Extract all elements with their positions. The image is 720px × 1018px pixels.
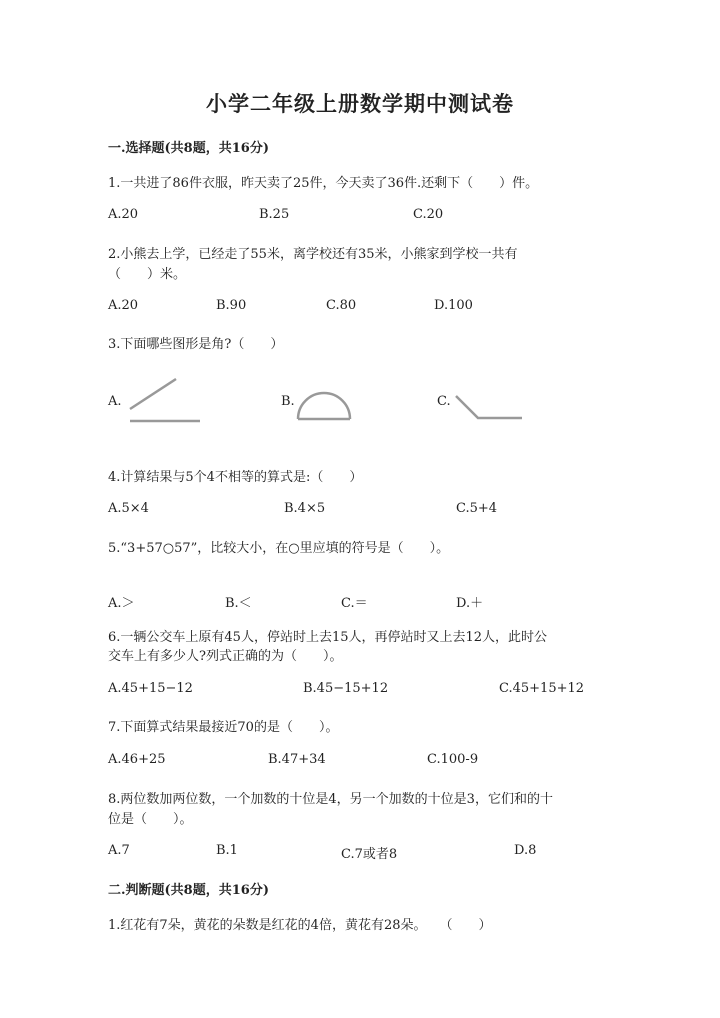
q8-option-b[interactable]: B.1 bbox=[216, 843, 238, 858]
q4-option-c[interactable]: C.5+4 bbox=[456, 501, 498, 516]
q1-option-b[interactable]: B.25 bbox=[259, 207, 290, 222]
q1-option-a[interactable]: A.20 bbox=[108, 207, 139, 222]
question-8-text-line1: 8.两位数加两位数，一个加数的十位是4，另一个加数的十位是3，它们和的十 bbox=[108, 792, 553, 807]
q7-option-c[interactable]: C.100-9 bbox=[427, 752, 479, 767]
question-8-text-line2: 位是（ ）。 bbox=[108, 812, 193, 827]
q5-option-d[interactable]: D.＋ bbox=[456, 596, 484, 611]
q8-option-a[interactable]: A.7 bbox=[108, 843, 130, 858]
question-4-text: 4.计算结果与5个4不相等的算式是:（ ） bbox=[108, 470, 363, 485]
q3-figure-c-bent-line bbox=[452, 392, 526, 424]
q6-option-a[interactable]: A.45+15−12 bbox=[108, 681, 193, 696]
q2-option-c[interactable]: C.80 bbox=[326, 298, 357, 313]
q2-option-a[interactable]: A.20 bbox=[108, 298, 139, 313]
question-1-text: 1.一共进了86件衣服，昨天卖了25件，今天卖了36件.还剩下（ ）件。 bbox=[108, 176, 539, 191]
q8-option-d[interactable]: D.8 bbox=[514, 843, 537, 858]
question-7-text: 7.下面算式结果最接近70的是（ ）。 bbox=[108, 720, 339, 735]
q5-option-a[interactable]: A.＞ bbox=[108, 596, 135, 611]
q3-option-c[interactable]: C. bbox=[437, 394, 451, 409]
q6-option-b[interactable]: B.45−15+12 bbox=[303, 681, 389, 696]
section-heading-judgment: 二.判断题(共8题，共16分) bbox=[108, 883, 269, 898]
question-2-text-line2: （ ）米。 bbox=[108, 267, 187, 282]
question-2-text-line1: 2.小熊去上学，已经走了55米，离学校还有35米，小熊家到学校一共有 bbox=[108, 247, 518, 262]
q7-option-a[interactable]: A.46+25 bbox=[108, 752, 166, 767]
q1-option-c[interactable]: C.20 bbox=[413, 207, 444, 222]
judgment-1-text: 1.红花有7朵，黄花的朵数是红花的4倍，黄花有28朵。 （ ） bbox=[108, 918, 492, 933]
q3-figure-b-semicircle bbox=[294, 386, 356, 426]
q5-option-c[interactable]: C.＝ bbox=[341, 596, 368, 611]
question-3-text: 3.下面哪些图形是角?（ ） bbox=[108, 337, 284, 352]
q8-option-c[interactable]: C.7或者8 bbox=[341, 847, 398, 862]
q2-option-b[interactable]: B.90 bbox=[216, 298, 247, 313]
question-5-text: 5.“3+57○57”，比较大小，在○里应填的符号是（ ）。 bbox=[108, 541, 450, 556]
q3-figure-a-angle bbox=[126, 374, 206, 426]
page-title: 小学二年级上册数学期中测试卷 bbox=[206, 91, 514, 116]
q7-option-b[interactable]: B.47+34 bbox=[268, 752, 326, 767]
q5-option-b[interactable]: B.＜ bbox=[225, 596, 252, 611]
q3-option-b[interactable]: B. bbox=[281, 394, 295, 409]
q6-option-c[interactable]: C.45+15+12 bbox=[499, 681, 585, 696]
q3-option-a[interactable]: A. bbox=[108, 394, 122, 409]
q4-option-a[interactable]: A.5×4 bbox=[108, 501, 149, 516]
section-heading-choice: 一.选择题(共8题，共16分) bbox=[108, 141, 269, 156]
q2-option-d[interactable]: D.100 bbox=[434, 298, 473, 313]
question-6-text-line1: 6.一辆公交车上原有45人，停站时上去15人，再停站时又上去12人，此时公 bbox=[108, 630, 548, 645]
q4-option-b[interactable]: B.4×5 bbox=[284, 501, 326, 516]
question-6-text-line2: 交车上有多少人?列式正确的为（ ）。 bbox=[108, 649, 343, 664]
